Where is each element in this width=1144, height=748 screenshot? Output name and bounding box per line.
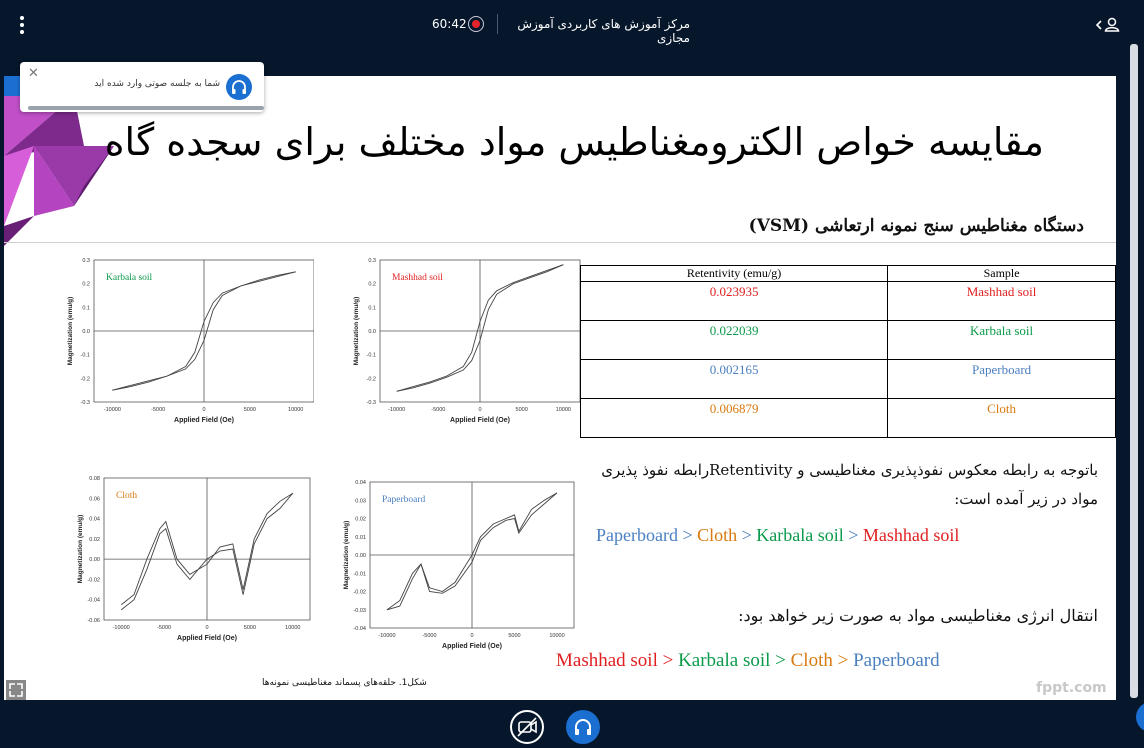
series-label: Paperboard [382, 495, 426, 505]
order-separator: > [837, 650, 849, 671]
x-tick-label: 5000 [515, 407, 528, 413]
order-separator: > [682, 525, 693, 545]
x-tick-label: -10000 [388, 407, 406, 413]
x-tick-label: -10000 [103, 407, 121, 413]
table-row [581, 321, 1116, 360]
order-item: Karbala soil [678, 650, 771, 671]
y-tick-label: 0.01 [355, 534, 366, 541]
sample-name: Cloth [888, 399, 1116, 438]
user-icon [1096, 15, 1126, 35]
table-row [581, 399, 1116, 438]
y-axis-label: Magnetization (emu/g) [77, 514, 84, 584]
order-item: Paperboard [853, 650, 940, 671]
slide-subtitle: دستگاه مغناطیس سنج نمونه ارتعاشی (VSM) [748, 216, 1084, 236]
x-tick-label: -5000 [157, 625, 172, 631]
series-label: Cloth [116, 491, 138, 501]
y-tick-label: 0.08 [89, 476, 100, 482]
y-tick-label: 0.2 [82, 281, 90, 288]
figure-caption: شکل1. حلقه‌های پسماند مغناطیسی نمونه‌ها [262, 678, 427, 688]
y-tick-label: 0.1 [368, 305, 376, 312]
sample-name: Mashhad soil [888, 282, 1116, 321]
order-item: Mashhad soil [556, 650, 658, 671]
y-tick-label: -0.01 [353, 571, 366, 578]
presentation-slide [4, 76, 1116, 700]
order-item: Mashhad soil [862, 525, 960, 545]
permeability-order [596, 525, 959, 546]
retentivity-value: 0.023935 [581, 282, 888, 321]
video-off-icon [512, 712, 542, 742]
x-tick-label: 5000 [243, 407, 256, 413]
expand-icon [6, 680, 26, 700]
chart-mashhad-soil [344, 254, 584, 424]
y-axis-label: Magnetization (emu/g) [343, 520, 350, 590]
x-tick-label: -5000 [422, 633, 437, 639]
order-item: Cloth [790, 650, 833, 671]
users-panel-button[interactable] [1096, 15, 1126, 35]
x-axis-label: Applied Field (Oe) [442, 643, 502, 650]
retentivity-table [580, 265, 1116, 438]
x-tick-label: 10000 [285, 625, 301, 631]
x-tick-label: 10000 [555, 407, 571, 413]
order-separator: > [662, 650, 674, 671]
audio-joined-toast [20, 62, 264, 112]
y-tick-label: -0.03 [353, 607, 366, 614]
energy-transfer-order [556, 650, 940, 672]
y-tick-label: 0.0 [368, 329, 376, 335]
y-tick-label: 0.3 [368, 258, 376, 264]
camera-toggle-button[interactable] [510, 710, 544, 744]
y-tick-label: 0.03 [355, 498, 366, 505]
order-item: Karbala soil [756, 525, 844, 545]
recording-icon[interactable] [468, 16, 484, 32]
retentivity-value: 0.006879 [581, 399, 888, 438]
series-label: Karbala soil [106, 273, 153, 283]
series-label: Mashhad soil [392, 273, 443, 283]
page-scrollbar[interactable] [1130, 44, 1138, 698]
sample-name: Karbala soil [888, 321, 1116, 360]
y-tick-label: 0.04 [89, 516, 100, 523]
x-tick-label: -5000 [431, 407, 446, 413]
y-tick-label: 0.02 [89, 536, 100, 543]
x-tick-label: 10000 [549, 633, 565, 639]
x-axis-label: Applied Field (Oe) [174, 417, 234, 424]
session-timer: 60:42 [432, 17, 467, 31]
audio-button[interactable] [566, 710, 600, 744]
retentivity-value: 0.022039 [581, 321, 888, 360]
table-header-sample: Sample [888, 266, 1116, 282]
y-tick-label: -0.02 [87, 577, 100, 584]
table-row [581, 282, 1116, 321]
y-tick-label: 0.02 [355, 516, 366, 523]
toast-progress [28, 106, 264, 110]
y-tick-label: -0.04 [353, 626, 366, 632]
energy-transfer-paragraph: انتقال انرژی مغناطیسی مواد به صورت زیر خواهد بود: [738, 606, 1098, 625]
order-item: Cloth [697, 525, 738, 545]
y-tick-label: 0.0 [82, 329, 90, 335]
x-tick-label: -10000 [112, 625, 130, 631]
y-tick-label: -0.1 [366, 352, 376, 359]
headphones-icon [226, 74, 252, 100]
y-tick-label: -0.3 [80, 400, 90, 406]
x-tick-label: -10000 [378, 633, 396, 639]
x-tick-label: 0 [478, 407, 482, 413]
x-axis-label: Applied Field (Oe) [177, 635, 237, 642]
y-tick-label: -0.04 [87, 597, 100, 604]
y-tick-label: 0.3 [82, 258, 90, 264]
chart-cloth [64, 472, 314, 652]
y-tick-label: 0.00 [89, 557, 100, 564]
meeting-title: مرکز آموزش های کاربردی آموزش مجازی [517, 17, 690, 45]
headphones-icon [566, 710, 600, 744]
y-tick-label: -0.2 [366, 376, 376, 383]
permeability-paragraph: باتوجه به رابطه معکوس نفوذپذیری مغناطیسی و Retentivityرابطه نفوذ پذیری مواد در زیر آمده است: [601, 461, 1098, 508]
fullscreen-button[interactable] [6, 680, 26, 700]
y-axis-label: Magnetization (emu/g) [353, 296, 360, 366]
divider-line [4, 242, 1116, 243]
sample-name: Paperboard [888, 360, 1116, 399]
x-tick-label: 5000 [508, 633, 521, 639]
toast-message: شما به جلسه صوتی وارد شده اید [94, 79, 220, 89]
slide-title: مقایسه خواص الکترومغناطیس مواد مختلف برای سجده گاه [104, 120, 1044, 164]
y-tick-label: 0.06 [89, 496, 100, 503]
order-separator: > [848, 525, 859, 545]
retentivity-value: 0.002165 [581, 360, 888, 399]
order-separator: > [741, 525, 752, 545]
close-icon[interactable]: ✕ [28, 66, 39, 81]
divider [497, 14, 498, 34]
top-bar [0, 0, 1144, 52]
chart-karbala-soil [64, 254, 314, 424]
chart-paperboard [324, 476, 580, 652]
y-tick-label: -0.02 [353, 589, 366, 596]
x-tick-label: 0 [202, 407, 206, 413]
y-tick-label: -0.2 [80, 376, 90, 383]
y-tick-label: -0.3 [366, 400, 376, 406]
y-tick-label: -0.1 [80, 352, 90, 359]
y-tick-label: 0.04 [355, 480, 366, 486]
x-tick-label: 0 [205, 625, 209, 631]
order-separator: > [775, 650, 786, 671]
x-tick-label: 0 [470, 633, 474, 639]
x-tick-label: -5000 [151, 407, 166, 413]
table-header-retentivity: Retentivity (emu/g) [581, 266, 888, 282]
y-tick-label: 0.1 [82, 305, 90, 312]
x-axis-label: Applied Field (Oe) [450, 417, 510, 424]
side-action-button[interactable] [1136, 702, 1144, 732]
y-tick-label: -0.06 [87, 618, 100, 624]
table-row [581, 360, 1116, 399]
more-options-icon[interactable] [14, 14, 30, 36]
order-item: Paperboard [596, 525, 678, 545]
y-tick-label: 0.2 [368, 281, 376, 288]
presentation-tab[interactable] [4, 76, 20, 96]
x-tick-label: 10000 [288, 407, 304, 413]
watermark: fppt.com [1036, 680, 1107, 696]
y-axis-label: Magnetization (emu/g) [67, 296, 74, 366]
y-tick-label: 0.00 [355, 553, 366, 559]
x-tick-label: 5000 [243, 625, 257, 631]
